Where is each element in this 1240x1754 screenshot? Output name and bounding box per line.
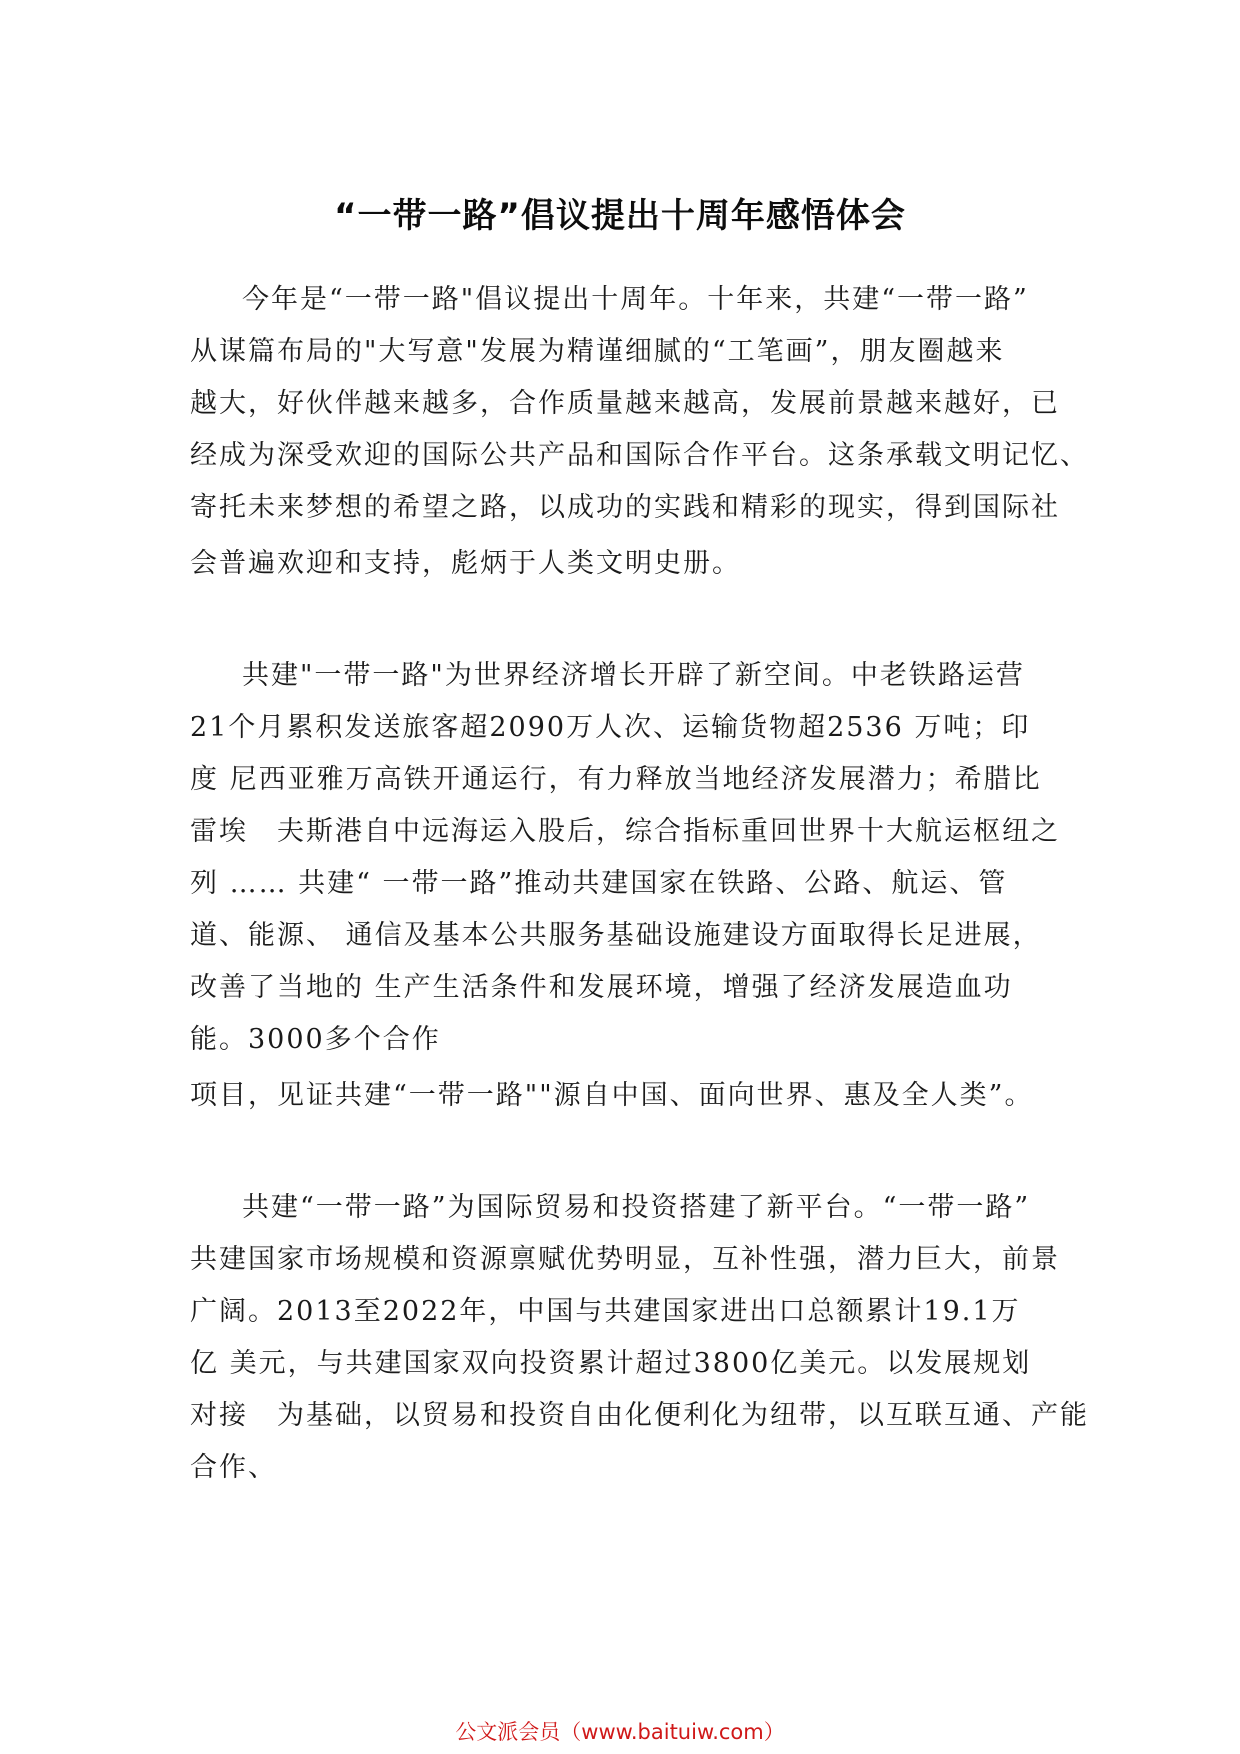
paragraph-line: 对接 为基础，以贸易和投资自由化便利化为纽带，以互联互通、产能: [190, 1400, 1089, 1431]
paragraph-line: 改善了当地的 生产生活条件和发展环境，增强了经济发展造血功: [190, 972, 1013, 1003]
paragraph-line: 越大，好伙伴越来越多，合作质量越来越高，发展前景越来越好，已: [190, 388, 1060, 419]
paragraph-line: 度 尼西亚雅万高铁开通运行，有力释放当地经济发展潜力；希腊比: [190, 764, 1042, 795]
paragraph-line: 经成为深受欢迎的国际公共产品和国际合作平台。这条承载文明记忆、: [190, 440, 1089, 471]
paragraph-line: 合作、: [190, 1452, 277, 1483]
paragraph-line: 共建国家市场规模和资源禀赋优势明显，互补性强，潜力巨大，前景: [190, 1244, 1060, 1275]
paragraph-line: 道、能源、 通信及基本公共服务基础设施建设方面取得长足进展，: [190, 920, 1042, 951]
paragraph-line: 寄托未来梦想的希望之路，以成功的实践和精彩的现实，得到国际社: [190, 492, 1060, 523]
paragraph-line: 能。3000多个合作: [190, 1024, 441, 1055]
paragraph-line: 共建“一带一路”为国际贸易和投资搭建了新平台。“一带一路”: [242, 1192, 1031, 1223]
paragraph-line: 雷埃 夫斯港自中远海运入股后，综合指标重回世界十大航运枢纽之: [190, 816, 1060, 847]
document-title: “一带一路”倡议提出十周年感悟体会: [334, 196, 906, 236]
paragraph-line: 项目，见证共建“一带一路""源自中国、面向世界、惠及全人类”。: [190, 1080, 1034, 1111]
paragraph-line: 共建"一带一路"为世界经济增长开辟了新空间。中老铁路运营: [242, 660, 1025, 691]
paragraph-line: 从谋篇布局的"大写意"发展为精谨细腻的“工笔画”，朋友圈越来: [190, 336, 1005, 367]
paragraph-line: 会普遍欢迎和支持，彪炳于人类文明史册。: [190, 548, 741, 579]
paragraph-line: 21个月累积发送旅客超2090万人次、运输货物超2536 万吨；印: [190, 712, 1031, 743]
footer-watermark-link[interactable]: 公文派会员（www.baituiw.com）: [455, 1720, 785, 1744]
paragraph-line: 亿 美元，与共建国家双向投资累计超过3800亿美元。以发展规划: [190, 1348, 1032, 1379]
paragraph-line: 列 …… 共建“ 一带一路”推动共建国家在铁路、公路、航运、管: [190, 868, 1008, 899]
paragraph-line: 今年是“一带一路"倡议提出十周年。十年来，共建“一带一路”: [242, 284, 1029, 315]
paragraph-line: 广阔。2013至2022年，中国与共建国家进出口总额累计19.1万: [190, 1296, 1021, 1327]
